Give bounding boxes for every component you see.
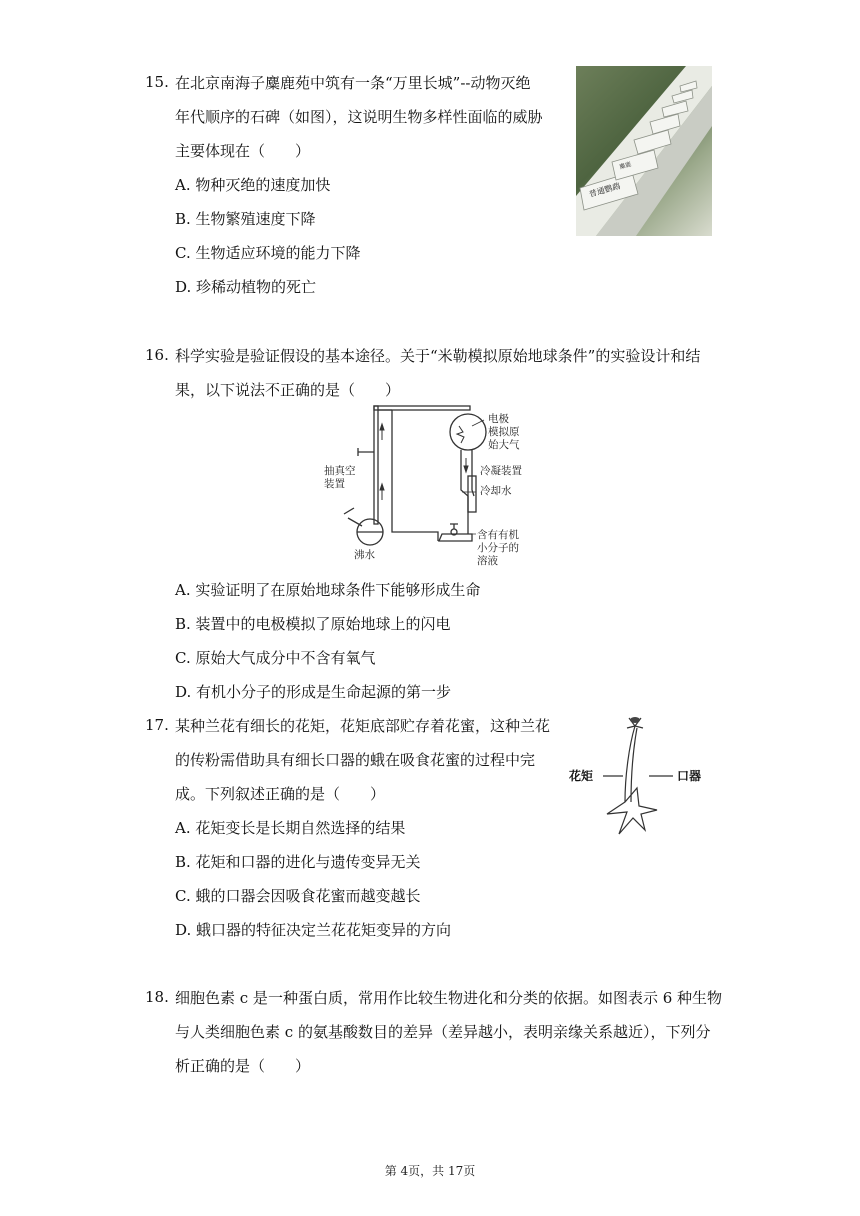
label-vacuum: 抽真空 — [324, 465, 356, 477]
option-a[interactable]: A. 花矩变长是长期自然选择的结果 — [175, 819, 406, 837]
label-vacuum: 装置 — [324, 478, 345, 490]
label-electrode: 模拟原 — [488, 426, 520, 438]
question-text-line: 与人类细胞色素 c 的氨基酸数目的差异（差异越小，表明亲缘关系越近），下列分 — [175, 1023, 711, 1041]
question-number: 17. — [145, 716, 169, 734]
question-number: 18. — [145, 988, 169, 1006]
question-number: 15. — [145, 73, 169, 91]
question-text-line: 成。下列叙述正确的是（ ） — [175, 785, 386, 803]
page-footer: 第 4页，共 17页 — [384, 1164, 476, 1178]
orchid-moth-diagram — [565, 706, 725, 838]
stone-tablet-wall-photo — [576, 66, 712, 236]
option-c[interactable]: C. 蛾的口器会因吸食花蜜而越变越长 — [175, 887, 421, 905]
label-boiling-water: 沸水 — [354, 549, 375, 561]
label-proboscis: 口器 — [677, 769, 702, 783]
label-condenser: 冷凝装置 — [480, 465, 522, 477]
option-b[interactable]: B. 花矩和口器的进化与遗传变异无关 — [175, 853, 421, 871]
option-d[interactable]: D. 有机小分子的形成是生命起源的第一步 — [175, 683, 452, 701]
option-d[interactable]: D. 珍稀动植物的死亡 — [175, 278, 317, 296]
tablet-text: 麋鹿 — [618, 160, 633, 171]
label-solution: 含有有机 — [477, 529, 519, 541]
label-cooling-water: 冷却水 — [480, 485, 512, 497]
option-c[interactable]: C. 原始大气成分中不含有氧气 — [175, 649, 376, 667]
question-text-line: 某种兰花有细长的花矩，花矩底部贮存着花蜜，这种兰花 — [175, 717, 551, 735]
label-electrode: 始大气 — [488, 439, 520, 451]
label-solution: 小分子的 — [477, 542, 519, 554]
question-text-line: 主要体现在（ ） — [175, 142, 311, 160]
option-a[interactable]: A. 物种灭绝的速度加快 — [175, 176, 331, 194]
question-text-line: 的传粉需借助具有细长口器的蛾在吸食花蜜的过程中完 — [175, 751, 536, 769]
question-number: 16. — [145, 346, 169, 364]
question-text-line: 在北京南海子麋鹿苑中筑有一条“万里长城”--动物灭绝 — [175, 74, 531, 92]
question-text-line: 果，以下说法不正确的是（ ） — [175, 381, 401, 399]
option-d[interactable]: D. 蛾口器的特征决定兰花花矩变异的方向 — [175, 921, 452, 939]
label-electrode: 电极 — [488, 413, 509, 425]
question-text-line: 析正确的是（ ） — [175, 1057, 311, 1075]
label-spur: 花矩 — [569, 769, 594, 783]
option-b[interactable]: B. 装置中的电极模拟了原始地球上的闪电 — [175, 615, 451, 633]
miller-experiment-diagram — [322, 400, 542, 570]
question-text-line: 细胞色素 c 是一种蛋白质，常用作比较生物进化和分类的依据。如图表示 6 种生物 — [175, 989, 723, 1007]
question-text-line: 科学实验是验证假设的基本途径。关于“米勒模拟原始地球条件”的实验设计和结 — [175, 347, 701, 365]
option-a[interactable]: A. 实验证明了在原始地球条件下能够形成生命 — [175, 581, 481, 599]
question-text-line: 年代顺序的石碑（如图），这说明生物多样性面临的威胁 — [175, 108, 543, 126]
label-solution: 溶液 — [477, 555, 498, 567]
option-c[interactable]: C. 生物适应环境的能力下降 — [175, 244, 361, 262]
tablet-text: 普通鹦鹉 — [588, 181, 622, 199]
option-b[interactable]: B. 生物繁殖速度下降 — [175, 210, 316, 228]
